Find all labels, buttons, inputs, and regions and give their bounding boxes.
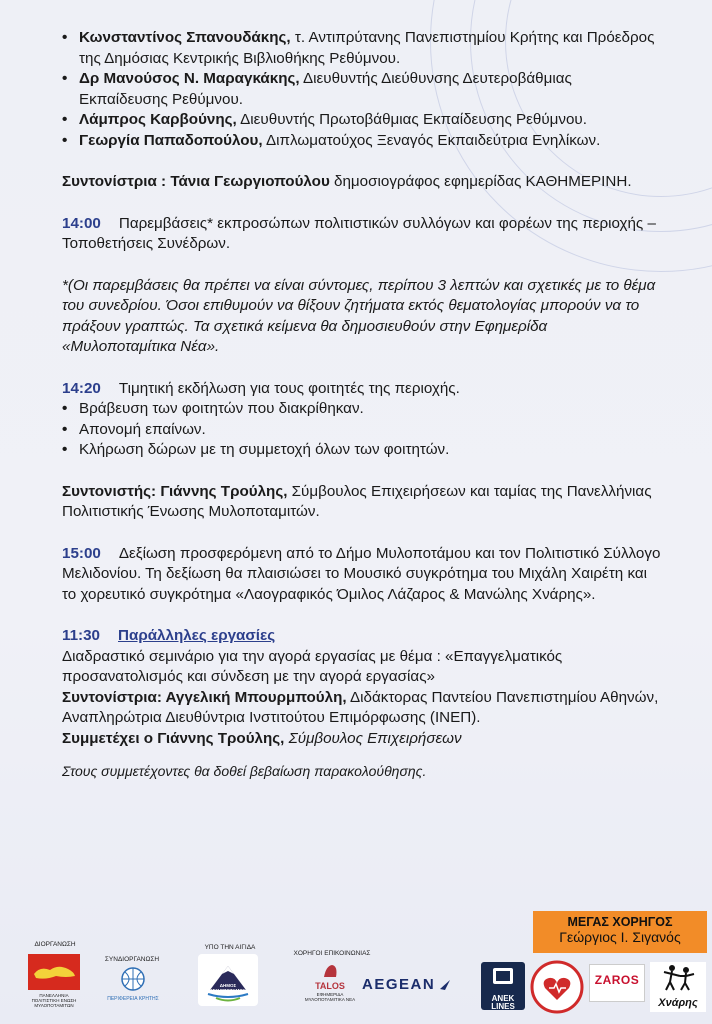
seminar-moderator: Συντονίστρια: Αγγελική Μπουρμπούλη, Διδάκτορας Παντείου Πανεπιστημίου Αθηνών, Αναπληρώτρια Διευθύντρια Ινστιτούτου Επιμόρφωσης (ΙΝΕΠ).	[62, 688, 659, 726]
bird-icon	[440, 979, 450, 991]
programme-content	[62, 28, 662, 782]
footer-logos	[0, 940, 712, 1024]
list-item: • Κλήρωση δώρων με τη συμμετοχή όλων των φοιτητών.	[62, 440, 662, 461]
xnaris-logo: Χνάρης	[650, 962, 706, 1012]
heart-icon	[529, 960, 585, 1014]
globe-icon	[100, 966, 166, 992]
helmet-icon	[290, 964, 370, 978]
session-1500: 15:00 Δεξίωση προσφερόμενη από το Δήμο Μυλοποτάμου και τον Πολιτιστικό Σύλλογο Μελιδονίου. Τη δεξίωση θα πλαισιώσει το Μουσικό συγκρότημα του Μιχάλη Χαιρέτη και το χορευτικό συγκρότημα «Λαογραφικός Όμιλος Λάζαρος & Μανώλης Χνάρης».	[62, 544, 661, 603]
aegean-logo: AEGEAN	[362, 976, 462, 996]
anek-symbol-icon	[481, 962, 525, 990]
speakers-list	[62, 28, 662, 151]
anek-logo: ANEK LINES	[481, 962, 525, 1010]
dancers-icon	[650, 962, 706, 992]
speaker-item: • Κωνσταντίνος Σπανουδάκης, τ. Αντιπρύτανης Πανεπιστημίου Κρήτης και Πρόεδρος της Δημόσιας Κεντρικής Βιβλιοθήκης Ρεθύμνου.	[62, 28, 662, 69]
heart-logo	[529, 960, 585, 1014]
seminar-participant: Συμμετέχει ο Γιάννης Τρούλης, Σύμβουλος Επιχειρήσεων	[62, 729, 462, 747]
zaros-logo: ZAROS	[589, 964, 645, 1002]
awards-list	[62, 399, 662, 461]
session-1420: 14:20 Τιμητική εκδήλωση για τους φοιτητές της περιοχής.	[62, 379, 460, 397]
interventions-note: *(Οι παρεμβάσεις θα πρέπει να είναι σύντομες, περίπου 3 λεπτών και σχετικές με το θέμα του συνεδρίου. Όσοι επιθυμούν να θίξουν ζητήματα εκτός θεματολογίας μπορούν να το πράξουν γραπτώς. Τα σχετικά κείμενα θα δημοσιευθούν στην Εφημερίδα «Μυλοποταμίτικα Νέα».	[62, 276, 656, 355]
mountain-icon	[198, 954, 258, 1006]
list-item: • Βράβευση των φοιτητών που διακρίθηκαν.	[62, 399, 662, 420]
session-1130-heading: 11:30 Παράλληλες εργασίες	[62, 627, 276, 644]
speaker-item: • Λάμπρος Καρβούνης, Διευθυντής Πρωτοβάθμιας Εκπαίδευσης Ρεθύμνου.	[62, 110, 662, 131]
organizer-label: ΔΙΟΡΓΑΝΩΣΗ	[34, 941, 76, 948]
crete-map-icon	[28, 954, 80, 990]
municipality-logo: ΔΗΜΟΣ ΜΥΛΟΠΟΤΑΜΟΥ	[198, 954, 258, 1006]
region-logo: ΠΕΡΙΦΕΡΕΙΑ ΚΡΗΤΗΣ	[100, 966, 166, 1010]
session-1400: 14:00 Παρεμβάσεις* εκπροσώπων πολιτιστικών συλλόγων και φορέων της περιοχής –Τοποθετήσεις Συνέδρων.	[62, 214, 656, 252]
sponsor-name: Γεώργιος Ι. Σιγανός	[559, 929, 681, 945]
seminar-description: Διαδραστικό σεμινάριο για την αγορά εργασίας με θέμα : «Επαγγελματικός προσανατολισμός και σύνδεση με την αγορά εργασίας»	[62, 647, 563, 685]
list-item: • Απονομή επαίνων.	[62, 420, 662, 441]
talos-logo: TALOS ΕΦΗΜΕΡΙΔΑ ΜΥΛΟΠΟΤΑΜΙΤΙΚΑ ΝΕΑ	[290, 964, 370, 1006]
moderator-2: Συντονιστής: Γιάννης Τρούλης, Σύμβουλος Επιχειρήσεων και ταμίας της Πανελλήνιας Πολιτιστικής Ένωσης Μυλοποταμιτών.	[62, 482, 652, 520]
coorganizer-label: ΣΥΝΔΙΟΡΓΑΝΩΣΗ	[104, 956, 160, 963]
certificate-note: Στους συμμετέχοντες θα δοθεί βεβαίωση παρακολούθησης.	[62, 763, 427, 779]
speaker-item: • Γεωργία Παπαδοπούλου, Διπλωματούχος Ξεναγός Εκπαιδεύτρια Ενηλίκων.	[62, 131, 662, 152]
sponsor-title: ΜΕΓΑΣ ΧΟΡΗΓΟΣ	[567, 915, 673, 929]
organizer-logo: ΠΑΝΕΛΛΗΝΙΑ ΠΟΛΙΤΙΣΤΙΚΗ ΕΝΩΣΗ ΜΥΛΟΠΟΤΑΜΙΤΩΝ	[28, 954, 80, 1020]
auspices-label: ΥΠΟ ΤΗΝ ΑΙΓΙΔΑ	[204, 944, 256, 951]
moderator-1: Συντονίστρια : Τάνια Γεωργιοπούλου δημοσιογράφος εφημερίδας ΚΑΘΗΜΕΡΙΝΗ.	[62, 173, 632, 190]
speaker-item: • Δρ Μανούσος Ν. Μαραγκάκης, Διευθυντής Διεύθυνσης Δευτεροβάθμιας Εκπαίδευσης Ρεθύμνου.	[62, 69, 662, 110]
media-sponsors-label: ΧΟΡΗΓΟΙ ΕΠΙΚΟΙΝΩΝΙΑΣ	[293, 950, 371, 957]
